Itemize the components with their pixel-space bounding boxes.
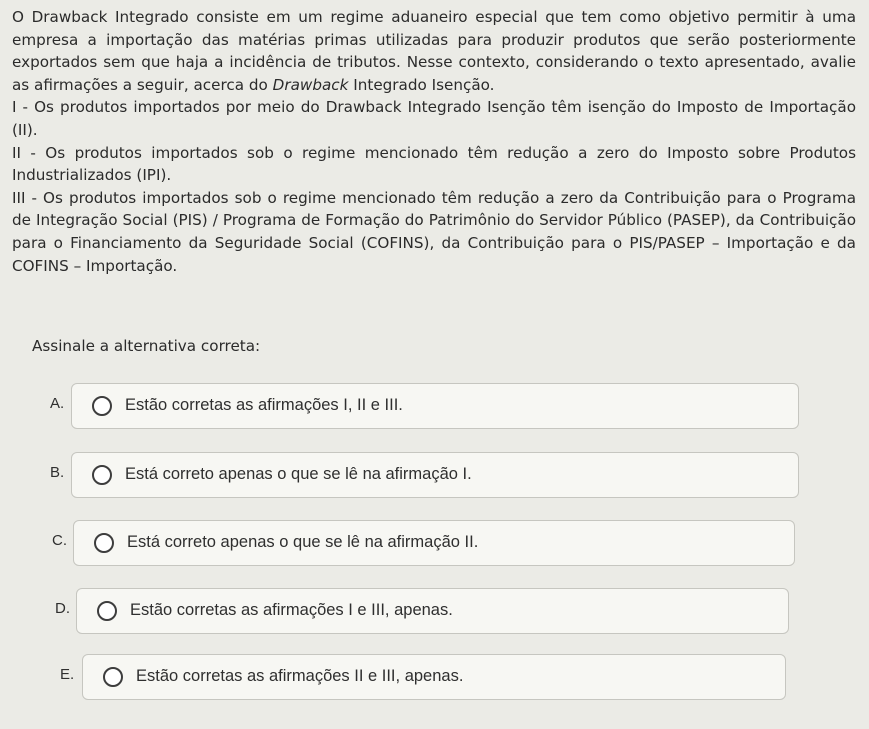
option-c-button[interactable]	[73, 520, 795, 566]
question-intro	[12, 6, 856, 96]
option-c-text: Está correto apenas o que se lê na afirmação II.	[127, 533, 479, 551]
option-e-letter: E.	[60, 666, 75, 683]
option-d-radio-icon[interactable]	[97, 601, 117, 621]
option-d-letter: D.	[55, 600, 70, 617]
statement-3: III - Os produtos importados sob o regime mencionado têm redução a zero da Contribuição para o Programa de Integração Social (PIS) / Programa de Formação do Patrimônio do Servidor Público (PASEP), da Contribuição para o Financiamento da Seguridade Social (COFINS), da Contribuição para o PIS/PASEP – Importação e da COFINS – Importação.	[12, 188, 856, 275]
option-a-text: Estão corretas as afirmações I, II e III.	[125, 396, 403, 414]
option-a-radio-icon[interactable]	[92, 396, 112, 416]
statement-1: I - Os produtos importados por meio do Drawback Integrado Isenção têm isenção do Imposto de Importação (II).	[12, 98, 856, 139]
option-e-radio-icon[interactable]	[103, 667, 123, 687]
option-b-letter: B.	[50, 464, 65, 481]
option-c-letter: C.	[52, 532, 67, 549]
option-a-button[interactable]	[71, 383, 799, 429]
question-prompt: Assinale a alternativa correta:	[32, 337, 261, 355]
option-b-radio-icon[interactable]	[92, 465, 112, 485]
option-e-text: Estão corretas as afirmações II e III, apenas.	[136, 667, 464, 685]
option-e-button[interactable]	[82, 654, 786, 700]
option-c-radio-icon[interactable]	[94, 533, 114, 553]
question-intro-italic: Drawback	[272, 75, 349, 94]
question-text	[12, 6, 856, 277]
option-d-text: Estão corretas as afirmações I e III, apenas.	[130, 601, 453, 619]
option-b-text: Está correto apenas o que se lê na afirmação I.	[125, 465, 472, 483]
statement-2: II - Os produtos importados sob o regime mencionado têm redução a zero do Imposto sobre Produtos Industrializados (IPI).	[12, 143, 856, 185]
question-intro-part1: O Drawback Integrado consiste em um regime aduaneiro especial que tem como objetivo permitir à uma empresa a importação das matérias primas utilizadas para produzir produtos que serão posteriormente exportados sem que haja a incidência de tributos. Nesse contexto, considerando o texto apresentado, avalie as afirmações a seguir, acerca do	[12, 8, 856, 94]
option-d-button[interactable]	[76, 588, 789, 634]
option-a-letter: A.	[50, 395, 65, 412]
option-b-button[interactable]	[71, 452, 799, 498]
question-intro-part2: Integrado Isenção.	[348, 75, 495, 94]
